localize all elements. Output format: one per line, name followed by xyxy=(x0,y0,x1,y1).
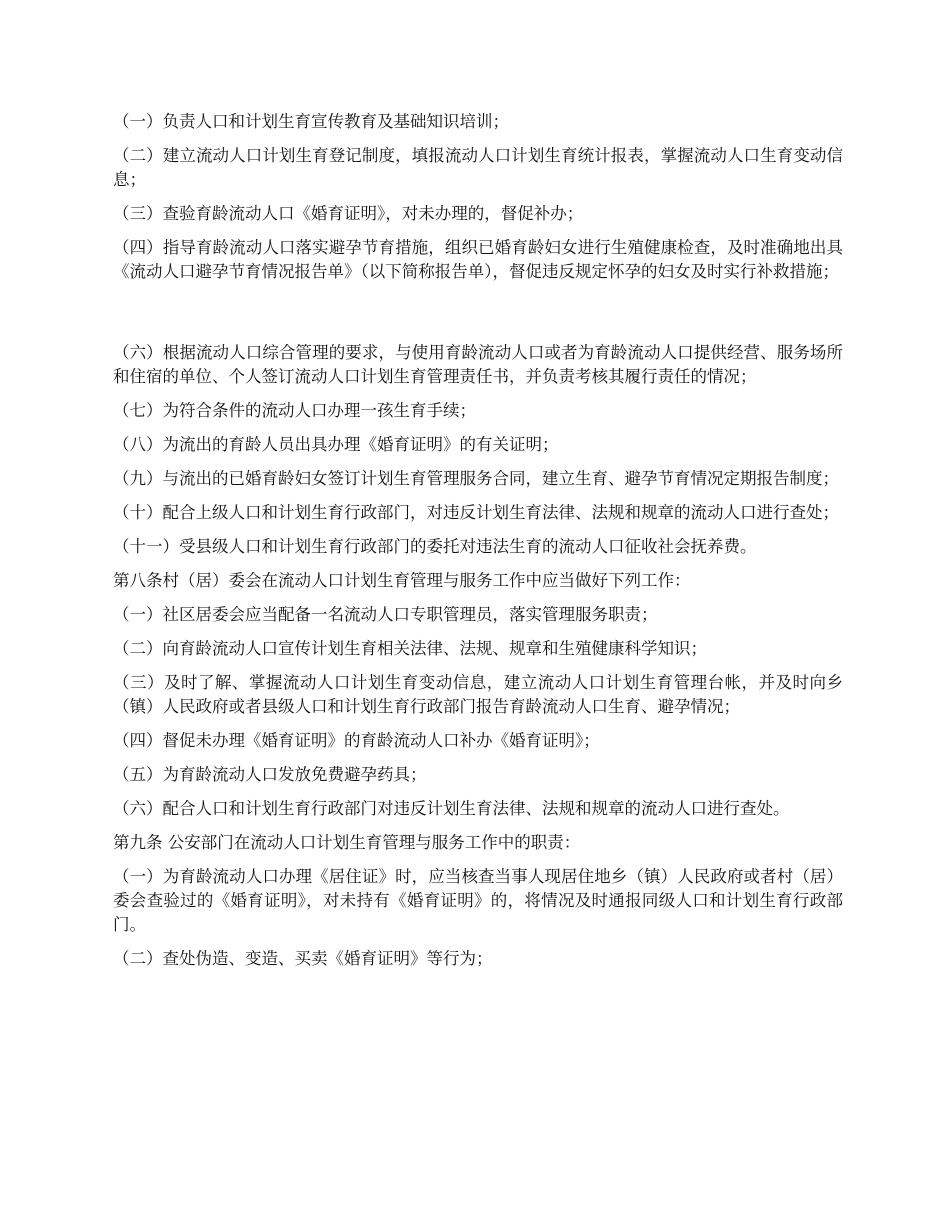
paragraph-item-11: （十一）受县级人口和计划生育行政部门的委托对违法生育的流动人口征收社会抚养费。 xyxy=(113,537,757,556)
article-8-item-1: （一）社区居委会应当配备一名流动人口专职管理员，落实管理服务职责； xyxy=(113,605,658,624)
paragraph-item-3: （三）查验育龄流动人口《婚育证明》，对未办理的，督促补办； xyxy=(113,204,584,223)
article-9-heading: 第九条 公安部门在流动人口计划生育管理与服务工作中的职责： xyxy=(113,833,581,852)
article-8-item-3: （三）及时了解、掌握流动人口计划生育变动信息，建立流动人口计划生育管理台帐，并及时向乡（镇）人民政府或者县级人口和计划生育行政部门报告育龄流动人口生育、避孕情况； xyxy=(113,673,843,716)
paragraph-gap xyxy=(113,294,843,341)
paragraph-item-6: （六）根据流动人口综合管理的要求，与使用育龄流动人口或者为育龄流动人口提供经营、服务场所和住宿的单位、个人签订流动人口计划生育管理责任书，并负责考核其履行责任的情况； xyxy=(113,343,843,386)
paragraph-item-1: （一）负责人口和计划生育宣传教育及基础知识培训； xyxy=(113,112,509,131)
article-9-item-2: （二）查处伪造、变造、买卖《婚育证明》等行为； xyxy=(113,949,493,968)
article-8-heading: 第八条村（居）委会在流动人口计划生育管理与服务工作中应当做好下列工作： xyxy=(113,571,691,590)
paragraph-item-9: （九）与流出的已婚育龄妇女签订计划生育管理服务合同，建立生育、避孕节育情况定期报告制度； xyxy=(113,469,839,488)
document-body xyxy=(113,110,843,981)
paragraph-item-8: （八）为流出的育龄人员出具办理《婚育证明》的有关证明； xyxy=(113,435,559,454)
article-8-item-6: （六）配合人口和计划生育行政部门对违反计划生育法律、法规和规章的流动人口进行查处。 xyxy=(113,799,790,818)
paragraph-item-4: （四）指导育龄流动人口落实避孕节育措施，组织已婚育龄妇女进行生殖健康检查，及时准确地出具《流动人口避孕节育情况报告单》（以下简称报告单），督促违反规定怀孕的妇女及时实行补救措施； xyxy=(113,238,843,281)
paragraph-item-10: （十）配合上级人口和计划生育行政部门，对违反计划生育法律、法规和规章的流动人口进行查处； xyxy=(113,503,839,522)
paragraph-item-7: （七）为符合条件的流动人口办理一孩生育手续； xyxy=(113,401,476,420)
article-8-item-2: （二）向育龄流动人口宣传计划生育相关法律、法规、规章和生殖健康科学知识； xyxy=(113,639,707,658)
article-9-item-1: （一）为育龄流动人口办理《居住证》时，应当核查当事人现居住地乡（镇）人民政府或者村（居）委会查验过的《婚育证明》，对未持有《婚育证明》的，将情况及时通报同级人口和计划生育行政部门。 xyxy=(113,867,843,934)
article-8-item-5: （五）为育龄流动人口发放免费避孕药具； xyxy=(113,765,427,784)
article-8-item-4: （四）督促未办理《婚育证明》的育龄流动人口补办《婚育证明》； xyxy=(113,731,600,750)
paragraph-item-2: （二）建立流动人口计划生育登记制度，填报流动人口计划生育统计报表，掌握流动人口生育变动信息； xyxy=(113,146,843,189)
